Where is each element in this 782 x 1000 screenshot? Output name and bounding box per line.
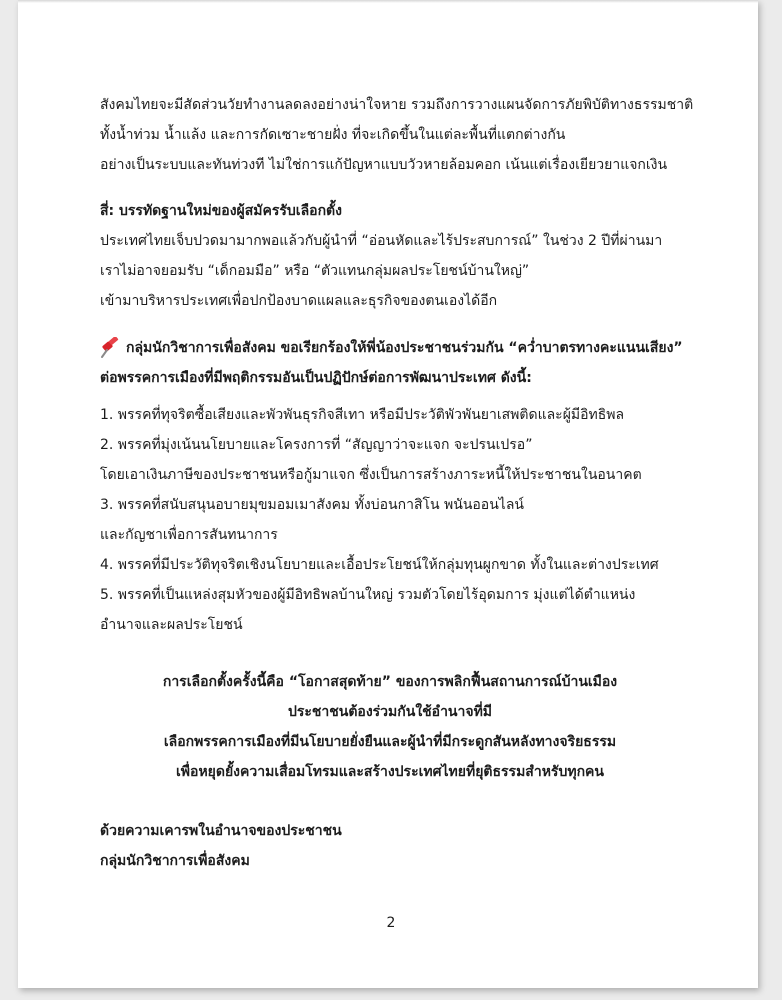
intro-line: อย่างเป็นระบบและทันท่วงที ไม่ใช่การแก้ปัญหาแบบวัวหายล้อมคอก เน้นแต่เรื่องเยียวยาแจกเงิน — [100, 157, 668, 173]
list-item: 1. พรรคที่ทุจริตซื้อเสียงและพัวพันธุรกิจสีเทา หรือมีประวัติพัวพันยาเสพติดและผู้มีอิทธิพล — [100, 407, 625, 423]
call-line-1: กลุ่มนักวิชาการเพื่อสังคม ขอเรียกร้องให้พี่น้องประชาชนร่วมกัน “คว่ำบาตรทางคะแนนเสียง” — [126, 340, 683, 356]
call-line — [100, 333, 720, 363]
section-line: เราไม่อาจยอมรับ “เด็กอมมือ” หรือ “ตัวแทนกลุ่มผลประโยชน์บ้านใหญ่” — [100, 263, 530, 279]
list-item: 2. พรรคที่มุ่งเน้นนโยบายและโครงการที่ “สัญญาว่าจะแจก จะปรนเปรอ” — [100, 437, 533, 453]
page-edge — [18, 0, 758, 3]
page-number: 2 — [386, 915, 396, 931]
list-item: โดยเอาเงินภาษีของประชาชนหรือกู้มาแจก ซึ่งเป็นการสร้างภาระหนี้ให้ประชาชนในอนาคต — [100, 467, 642, 483]
section-heading: สี่: บรรทัดฐานใหม่ของผู้สมัครรับเลือกตั้ง — [100, 203, 342, 219]
intro-paragraph — [100, 90, 720, 180]
intro-line: ทั้งน้ำท่วม น้ำแล้ง และการกัดเซาะชายฝั่ง ที่จะเกิดขึ้นในแต่ละพื้นที่แตกต่างกัน — [100, 127, 566, 143]
pushpin-icon — [100, 337, 122, 359]
party-list — [100, 400, 720, 640]
closing-statement — [80, 667, 700, 787]
signoff-line: กลุ่มนักวิชาการเพื่อสังคม — [100, 853, 250, 869]
section-line: ประเทศไทยเจ็บปวดมามากพอแล้วกับผู้นำที่ “อ่อนหัดและไร้ประสบการณ์” ในช่วง 2 ปีที่ผ่านมา — [100, 233, 663, 249]
closing-line: เพื่อหยุดยั้งความเสื่อมโทรมและสร้างประเทศไทยที่ยุติธรรมสำหรับทุกคน — [176, 764, 604, 780]
call-to-action — [100, 333, 720, 393]
list-item: 3. พรรคที่สนับสนุนอบายมุขมอมเมาสังคม ทั้งบ่อนกาสิโน พนันออนไลน์ — [100, 497, 524, 513]
intro-line: สังคมไทยจะมีสัดส่วนวัยทำงานลดลงอย่างน่าใจหาย รวมถึงการวางแผนจัดการภัยพิบัติทางธรรมชาติ — [100, 97, 694, 113]
signoff-line: ด้วยความเคารพในอำนาจของประชาชน — [100, 823, 342, 839]
list-item: 5. พรรคที่เป็นแหล่งสุมหัวของผู้มีอิทธิพลบ้านใหญ่ รวมตัวโดยไร้อุดมการ มุ่งแต่ได้ตำแหน่ง — [100, 587, 636, 603]
closing-line: ประชาชนต้องร่วมกันใช้อำนาจที่มี — [287, 704, 493, 720]
call-line-2: ต่อพรรคการเมืองที่มีพฤติกรรมอันเป็นปฏิปักษ์ต่อการพัฒนาประเทศ ดังนี้: — [100, 370, 532, 386]
closing-line: การเลือกตั้งครั้งนี้คือ “โอกาสสุดท้าย” ของการพลิกฟื้นสถานการณ์บ้านเมือง — [162, 674, 618, 690]
closing-line: เลือกพรรคการเมืองที่มีนโยบายยั่งยืนและผู้นำที่มีกระดูกสันหลังทางจริยธรรม — [163, 734, 617, 750]
signoff — [100, 816, 720, 876]
list-item: และกัญชาเพื่อการสันทนาการ — [100, 527, 278, 543]
list-item: 4. พรรคที่มีประวัติทุจริตเชิงนโยบายและเอื้อประโยชน์ให้กลุ่มทุนผูกขาด ทั้งในและต่างประเทศ — [100, 557, 659, 573]
section-four — [100, 196, 720, 316]
section-line: เข้ามาบริหารประเทศเพื่อปกป้องบาดแผลและธุรกิจของตนเองได้อีก — [100, 293, 498, 309]
list-item: อำนาจและผลประโยชน์ — [100, 617, 243, 633]
